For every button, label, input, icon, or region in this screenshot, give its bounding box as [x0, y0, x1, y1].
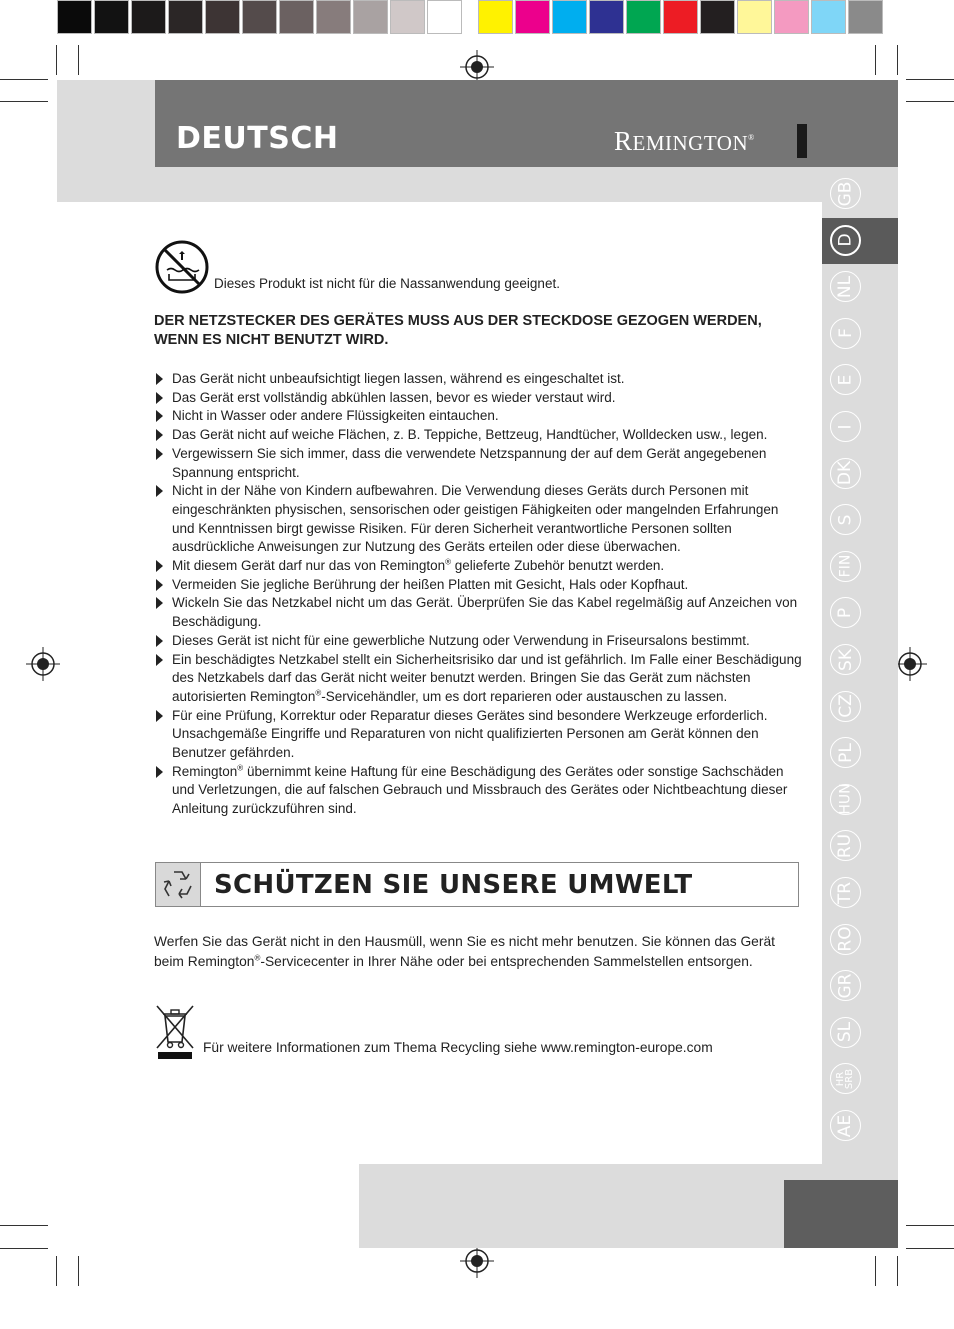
language-tab-i[interactable]: I: [830, 411, 861, 442]
language-tab-ru[interactable]: RU: [830, 830, 861, 861]
language-tab-ro[interactable]: RO: [830, 924, 861, 955]
recycling-info: Für weitere Informationen zum Thema Recycling siehe www.remington-europe.com: [203, 1040, 713, 1055]
registration-mark-icon: [460, 50, 494, 84]
language-tab-hr-srb[interactable]: HR SRB: [830, 1063, 861, 1094]
recycle-icon: [160, 868, 196, 902]
language-tab-fin[interactable]: FIN: [830, 551, 861, 582]
language-tab-ae[interactable]: AE: [830, 1110, 861, 1141]
safety-instruction-text: Remington® übernimmt keine Haftung für eine Beschädigung des Gerätes oder sonstige Sachschäden und Verletzungen, die auf falschen Gebrauch und Missbrauch des Gerätes oder Nichtbeachtung dieser Anleitung zurückzuführen sind.: [172, 763, 788, 817]
page-number-block: [784, 1180, 898, 1248]
crop-mark: [0, 1248, 48, 1249]
environment-text: Werfen Sie das Gerät nicht in den Hausmüll, wenn Sie es nicht mehr benutzen. Sie können das Gerät beim Remington®-Servicecenter in Ihrer Nähe oder bei entsprechenden Sammelstellen entsorgen.: [154, 934, 775, 969]
crop-mark: [0, 1225, 48, 1226]
bullet-arrow-icon: [156, 579, 163, 591]
environment-section-header: [155, 862, 799, 907]
crop-mark: [875, 45, 876, 75]
safety-instruction-item: [154, 651, 804, 707]
registration-mark-icon: [460, 1244, 494, 1278]
crop-mark: [906, 101, 954, 102]
color-swatch: [700, 0, 735, 34]
safety-instruction-text: Wickeln Sie das Netzkabel nicht um das Gerät. Überprüfen Sie das Kabel regelmäßig auf Anzeichen von Beschädigung.: [172, 595, 798, 630]
safety-instruction-text: Das Gerät nicht auf weiche Flächen, z. B. Teppiche, Bettzeug, Handtücher, Wolldecken usw., legen.: [172, 427, 768, 443]
crop-mark: [875, 1256, 876, 1286]
color-swatch: [478, 0, 513, 34]
no-water-use-icon: [155, 240, 209, 294]
color-swatch: [626, 0, 661, 34]
gray-swatch: [205, 0, 240, 34]
recycle-icon-cell: [156, 863, 201, 906]
safety-instruction-item: [154, 482, 804, 557]
environment-heading: SCHÜTZEN SIE UNSERE UMWELT: [214, 870, 693, 900]
language-tab-d[interactable]: D: [830, 225, 861, 256]
color-swatch: [811, 0, 846, 34]
registration-mark-icon: [893, 647, 927, 681]
crop-mark: [0, 101, 48, 102]
gray-swatch: [131, 0, 166, 34]
safety-instruction-text: Nicht in der Nähe von Kindern aufbewahren. Die Verwendung dieses Geräts durch Personen mit eingeschränkten physischen, sensorischen oder geistigen Fähigkeiten oder mangelnden Erfahrungen und Kenntnissen birgt gewisse Risiken. Für deren Sicherheit verantwortliche Personen sollten ausdrückliche Anweisungen zur Nutzung des Geräts erteilen oder diese überwachen.: [172, 483, 779, 555]
language-tab-f[interactable]: F: [830, 318, 861, 349]
bullet-arrow-icon: [156, 560, 163, 572]
language-tab-gr[interactable]: GR: [830, 970, 861, 1001]
gray-swatch: [242, 0, 277, 34]
language-tab-s[interactable]: S: [830, 504, 861, 535]
safety-instruction-text: Vergewissern Sie sich immer, dass die verwendete Netzspannung der auf dem Gerät angegebenen Spannung entspricht.: [172, 445, 767, 480]
language-tab-sk[interactable]: SK: [830, 644, 861, 675]
safety-instruction-item: [154, 407, 804, 426]
crop-mark: [0, 79, 48, 80]
bullet-arrow-icon: [156, 635, 163, 647]
safety-instruction-item: [154, 445, 804, 482]
language-tab-dk[interactable]: DK: [830, 458, 861, 489]
brand-logo: REMINGTON®: [614, 126, 755, 156]
safety-instruction-text: Ein beschädigtes Netzkabel stellt ein Sicherheitsrisiko dar und ist gefährlich. Im Falle einer Beschädigung des Netzkabels darf das Gerät nicht weiter benutzt werden. Bringen Sie das Gerät zum nächsten autorisierten Remington®-Servicehändler, um es dort reparieren oder austauschen zu lassen.: [172, 651, 802, 704]
language-tab-cz[interactable]: CZ: [830, 691, 861, 722]
bullet-arrow-icon: [156, 392, 163, 404]
language-tab-p[interactable]: P: [830, 597, 861, 628]
gray-swatch: [94, 0, 129, 34]
safety-instruction-item: [154, 707, 804, 763]
safety-instruction-text: Dieses Gerät ist nicht für eine gewerbliche Nutzung oder Verwendung in Friseursalons bestimmt.: [172, 632, 750, 648]
color-calibration-bar: [57, 0, 885, 38]
gray-swatch: [390, 0, 425, 34]
language-tab-e[interactable]: E: [830, 364, 861, 395]
color-swatch: [663, 0, 698, 34]
bullet-arrow-icon: [156, 429, 163, 441]
bullet-arrow-icon: [156, 485, 163, 497]
bullet-arrow-icon: [156, 654, 163, 666]
safety-instruction-item: [154, 763, 804, 819]
safety-instruction-item: [154, 557, 804, 576]
language-tab-gb[interactable]: GB: [830, 178, 861, 209]
bullet-arrow-icon: [156, 373, 163, 385]
crop-mark: [56, 45, 57, 75]
safety-instruction-item: [154, 594, 804, 631]
language-tab-pl[interactable]: PL: [830, 737, 861, 768]
crop-mark: [906, 79, 954, 80]
safety-instruction-item: [154, 632, 804, 651]
safety-instructions-list: [154, 370, 804, 819]
safety-instruction-text: Mit diesem Gerät darf nur das von Remington® gelieferte Zubehör benutzt werden.: [172, 557, 665, 574]
gray-swatch: [427, 0, 462, 34]
color-swatch: [774, 0, 809, 34]
bullet-arrow-icon: [156, 710, 163, 722]
gray-swatch: [168, 0, 203, 34]
color-swatch: [737, 0, 772, 34]
crop-mark: [78, 1256, 79, 1286]
color-swatch: [589, 0, 624, 34]
crossed-bin-icon: [154, 1002, 196, 1060]
crop-mark: [897, 1256, 898, 1286]
gray-swatch: [353, 0, 388, 34]
gray-swatch: [279, 0, 314, 34]
color-swatch: [515, 0, 550, 34]
safety-instruction-text: Für eine Prüfung, Korrektur oder Reparatur dieses Gerätes sind besondere Werkzeuge erforderlich. Unsachgemäße Eingriffe und Reparaturen von nicht qualifizierten Personen am Gerät können den Benutzer gefährden.: [172, 707, 768, 761]
safety-instruction-text: Das Gerät nicht unbeaufsichtigt liegen lassen, während es eingeschaltet ist.: [172, 371, 625, 386]
crop-mark: [906, 1225, 954, 1226]
language-tab-nl[interactable]: NL: [830, 271, 861, 302]
gray-swatch: [57, 0, 92, 34]
bullet-arrow-icon: [156, 410, 163, 422]
crop-mark: [78, 45, 79, 75]
bullet-arrow-icon: [156, 448, 163, 460]
gray-swatch: [316, 0, 351, 34]
unplug-warning-heading: DER NETZSTECKER DES GERÄTES MUSS AUS DER STECKDOSE GEZOGEN WERDEN, WENN ES NICHT BENUTZT WIRD.: [154, 313, 762, 348]
safety-instruction-text: Nicht in Wasser oder andere Flüssigkeiten eintauchen.: [172, 408, 499, 424]
crop-mark: [56, 1256, 57, 1286]
color-swatch: [848, 0, 883, 34]
color-swatch: [552, 0, 587, 34]
crop-mark: [906, 1248, 954, 1249]
safety-instruction-item: [154, 576, 804, 595]
safety-instruction-text: Vermeiden Sie jegliche Berührung der heißen Platten mit Gesicht, Hals oder Kopfhaut.: [172, 576, 689, 592]
safety-instruction-text: Das Gerät erst vollständig abkühlen lassen, bevor es wieder verstaut wird.: [172, 389, 616, 405]
bullet-arrow-icon: [156, 597, 163, 609]
page-title: DEUTSCH: [176, 121, 339, 156]
safety-instruction-item: [154, 370, 804, 389]
language-tab-hun[interactable]: HUN: [830, 784, 861, 815]
no-wet-use-note: Dieses Produkt ist nicht für die Nassanwendung geeignet.: [214, 276, 560, 291]
crop-mark: [897, 45, 898, 75]
safety-instruction-item: [154, 389, 804, 408]
language-tab-tr[interactable]: TR: [830, 877, 861, 908]
language-tab-sl[interactable]: SL: [830, 1017, 861, 1048]
registration-mark-icon: [26, 647, 60, 681]
bullet-arrow-icon: [156, 766, 163, 778]
safety-instruction-item: [154, 426, 804, 445]
brand-bar: [797, 124, 807, 158]
